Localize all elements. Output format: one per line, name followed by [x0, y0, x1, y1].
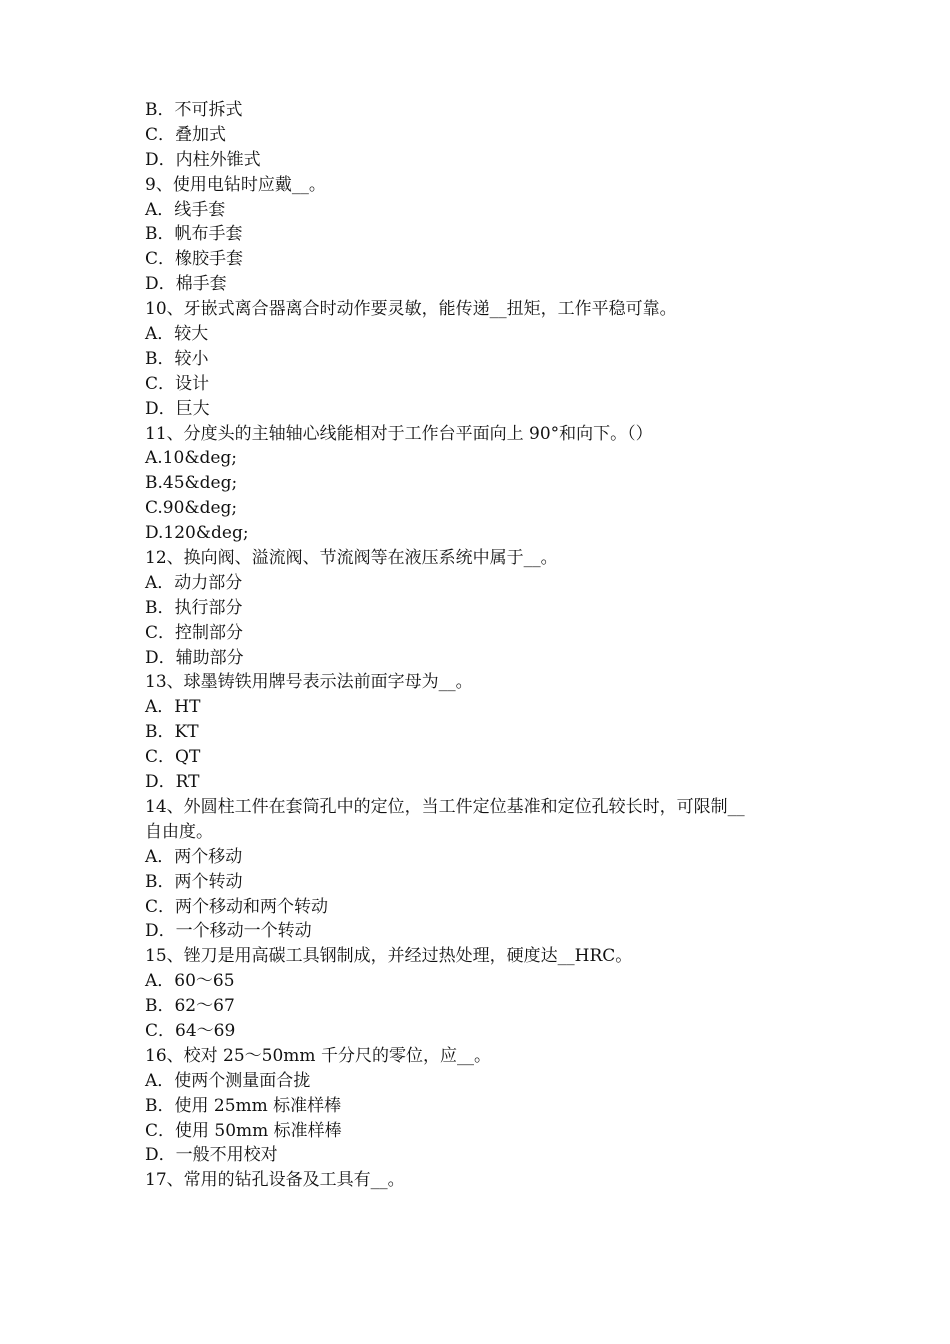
question-line: 15、锉刀是用高碳工具钢制成，并经过热处理，硬度达__HRC。 [145, 946, 633, 967]
option-line: A.10&deg; [145, 448, 237, 469]
option-line: D.120&deg; [145, 523, 249, 544]
option-line: C．控制部分 [145, 622, 244, 643]
option-line: D．RT [145, 772, 200, 793]
option-line: A．动力部分 [145, 572, 243, 593]
question-line: 9、使用电钻时应戴__。 [145, 174, 326, 195]
question-line: 16、校对 25～50mm 千分尺的零位，应__。 [145, 1045, 491, 1066]
option-line: A．使两个测量面合拢 [145, 1070, 311, 1091]
question-line: 11、分度头的主轴轴心线能相对于工作台平面向上 90°和向下。（） [145, 423, 653, 444]
option-line: B．执行部分 [145, 597, 243, 618]
option-line: D．辅助部分 [145, 647, 244, 668]
option-line: B．62～67 [145, 996, 235, 1017]
option-line: A．HT [145, 697, 201, 718]
option-line: D．一般不用校对 [145, 1145, 278, 1166]
option-line: D．棉手套 [145, 274, 227, 295]
option-line: B.45&deg; [145, 473, 238, 494]
option-line: D．巨大 [145, 398, 210, 419]
question-line: 17、常用的钻孔设备及工具有__。 [145, 1170, 405, 1191]
option-line: D．一个移动一个转动 [145, 921, 312, 942]
option-line: A．较大 [145, 324, 209, 345]
option-line: C．两个移动和两个转动 [145, 896, 329, 917]
option-line: B．较小 [145, 348, 209, 369]
option-line: A．线手套 [145, 199, 226, 220]
option-line: B．不可拆式 [145, 100, 243, 120]
option-line: A．两个移动 [145, 846, 243, 867]
option-line: C．设计 [145, 373, 210, 394]
question-line: 13、球墨铸铁用牌号表示法前面字母为__。 [145, 672, 473, 693]
option-line: B．KT [145, 722, 199, 743]
option-line: B．两个转动 [145, 871, 243, 892]
question-line: 12、换向阀、溢流阀、节流阀等在液压系统中属于__。 [145, 548, 558, 569]
option-line: C.90&deg; [145, 498, 238, 519]
option-line: C．叠加式 [145, 124, 227, 145]
option-line: C．QT [145, 747, 201, 768]
question-text-block [145, 98, 815, 1193]
option-line: A．60～65 [145, 971, 235, 992]
option-line: B．帆布手套 [145, 224, 243, 245]
option-line: C．64～69 [145, 1020, 236, 1041]
question-line: 14、外圆柱工件在套筒孔中的定位，当工件定位基准和定位孔较长时，可限制__ [145, 796, 745, 817]
question-line-continuation: 自由度。 [145, 821, 213, 842]
option-line: B．使用 25mm 标准样棒 [145, 1095, 342, 1116]
option-line: C．橡胶手套 [145, 249, 244, 270]
option-line: D．内柱外锥式 [145, 149, 261, 170]
question-line: 10、牙嵌式离合器离合时动作要灵敏，能传递__扭矩，工作平稳可靠。 [145, 299, 677, 320]
option-line: C．使用 50mm 标准样棒 [145, 1120, 342, 1141]
